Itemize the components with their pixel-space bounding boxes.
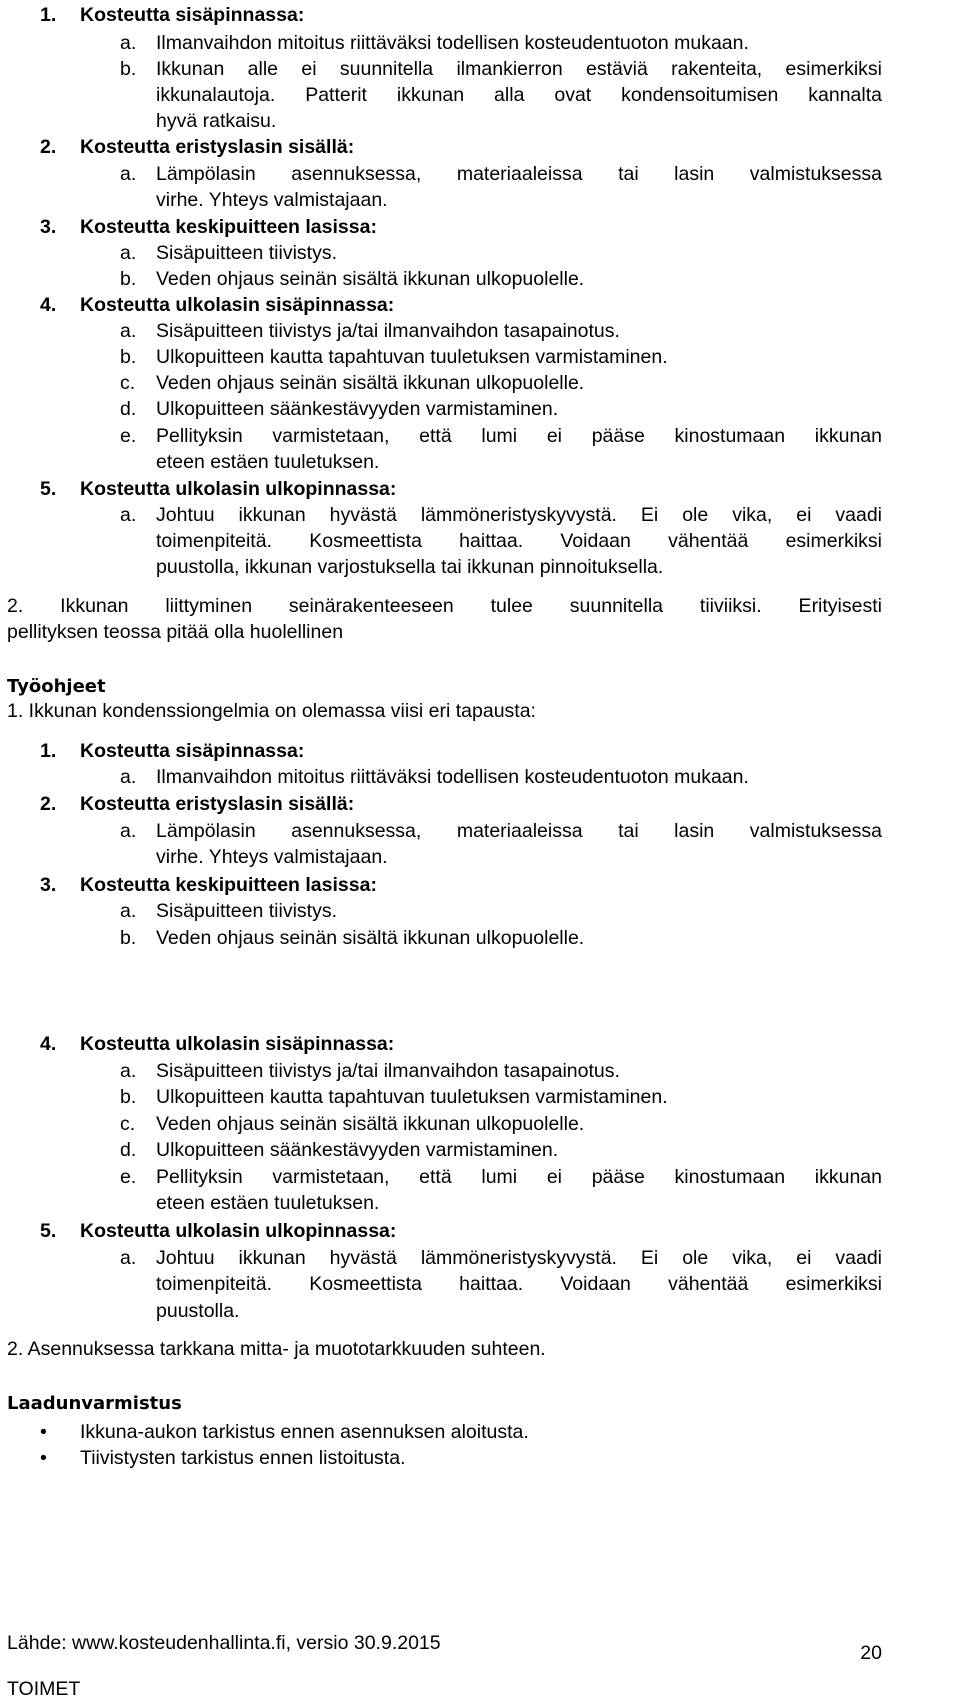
sub-list-item [120,1058,882,1084]
sub-list-item [120,240,882,266]
page-number: 20 [860,1642,882,1664]
sub-list-item [120,423,882,449]
sub-list-item [120,1164,882,1190]
sub-list-text: Veden ohjaus seinän sisältä ikkunan ulkopuolelle. [156,1113,585,1135]
list-item-heading [40,872,377,898]
sub-list-text: Ulkopuitteen kautta tapahtuvan tuuletuksen varmistaminen. [156,1086,668,1108]
list-item-heading [40,214,377,240]
sub-list-letter: a. [120,504,137,526]
list-item-heading [40,134,354,160]
sub-list-item [120,925,882,951]
list-heading: Kosteutta keskipuitteen lasissa: [80,216,377,238]
sub-list-item [120,344,882,370]
sub-list-text: Sisäpuitteen tiivistys. [156,900,337,922]
sub-list-item [120,396,882,422]
list-heading: Kosteutta eristyslasin sisällä: [80,793,355,815]
sub-list-continuation: hyvä ratkaisu. [156,110,277,132]
sub-list-text: Johtuu ikkunan hyvästä lämmöneristyskyvystä. Ei ole vika, ei vaadi [156,1247,882,1269]
sub-list-letter: a. [120,1247,137,1269]
sub-list-continuation: toimenpiteitä. Kosmeettista haittaa. Voidaan vähentää esimerkiksi [156,1273,882,1295]
list-number: 1. [40,740,57,762]
sub-list-continuation: virhe. Yhteys valmistajaan. [156,189,388,211]
sub-list-item [120,370,882,396]
sub-list-letter: e. [120,1166,137,1188]
list-heading: Kosteutta keskipuitteen lasissa: [80,874,377,896]
sub-list-item [120,1137,882,1163]
list-item-heading [40,1218,396,1244]
paragraph: 1. Ikkunan kondenssiongelmia on olemassa viisi eri tapausta: [7,700,536,722]
sub-list-text: Lämpölasin asennuksessa, materiaaleissa tai lasin valmistuksessa [156,820,882,842]
sub-list-letter: d. [120,1139,137,1161]
list-number: 2. [40,136,57,158]
sub-list-text: Ulkopuitteen säänkestävyyden varmistaminen. [156,1139,559,1161]
sub-list-item [120,56,882,82]
sub-list-letter: c. [120,372,136,394]
sub-list-letter: a. [120,242,137,264]
sub-list-letter: a. [120,320,137,342]
list-item-heading [40,292,394,318]
sub-list-item [120,266,882,292]
list-heading: Kosteutta eristyslasin sisällä: [80,136,355,158]
sub-list-continuation: puustolla, ikkunan varjostuksella tai ikkunan pinnoituksella. [156,556,664,578]
list-item-heading [40,738,304,764]
sub-list-letter: b. [120,58,137,80]
list-heading: Kosteutta ulkolasin sisäpinnassa: [80,294,395,316]
list-number: 4. [40,1033,57,1055]
list-heading: Kosteutta ulkolasin ulkopinnassa: [80,478,397,500]
list-item-heading [40,476,396,502]
sub-list-letter: b. [120,1086,137,1108]
sub-list-item [120,161,882,187]
sub-list-text: Ulkopuitteen säänkestävyyden varmistaminen. [156,398,559,420]
list-number: 3. [40,874,57,896]
bullet-item [40,1419,529,1445]
sub-list-item [120,898,882,924]
section-heading-laadunvarmistus: Laadunvarmistus [7,1393,182,1414]
bullet-text: Ikkuna-aukon tarkistus ennen asennuksen aloitusta. [80,1421,529,1443]
footer-section: TOIMET [7,1678,81,1700]
sub-list-continuation: virhe. Yhteys valmistajaan. [156,846,388,868]
sub-list-item [120,764,882,790]
paragraph-continuation: pellityksen teossa pitää olla huolellinen [7,621,344,643]
bullet-dot: • [40,1447,47,1469]
sub-list-text: Ilmanvaihdon mitoitus riittäväksi todellisen kosteudentuoton mukaan. [156,32,749,54]
sub-list-text: Sisäpuitteen tiivistys ja/tai ilmanvaihdon tasapainotus. [156,1060,620,1082]
sub-list-letter: b. [120,268,137,290]
paragraph: 2. Ikkunan liittyminen seinärakenteeseen tulee suunnitella tiiviiksi. Erityisesti [7,595,882,617]
sub-list-letter: a. [120,900,137,922]
list-heading: Kosteutta sisäpinnassa: [80,4,305,26]
sub-list-letter: e. [120,425,137,447]
list-number: 1. [40,4,57,26]
paragraph: 2. Asennuksessa tarkkana mitta- ja muototarkkuuden suhteen. [7,1338,546,1360]
sub-list-letter: d. [120,398,137,420]
sub-list-continuation: eteen estäen tuuletuksen. [156,1192,380,1214]
sub-list-item [120,502,882,528]
list-heading: Kosteutta sisäpinnassa: [80,740,305,762]
sub-list-text: Pellityksin varmistetaan, että lumi ei pääse kinostumaan ikkunan [156,425,882,447]
sub-list-text: Ilmanvaihdon mitoitus riittäväksi todellisen kosteudentuoton mukaan. [156,766,749,788]
sub-list-item [120,1245,882,1271]
sub-list-text: Veden ohjaus seinän sisältä ikkunan ulkopuolelle. [156,372,585,394]
bullet-text: Tiivistysten tarkistus ennen listoitusta. [80,1447,406,1469]
list-number: 2. [40,793,57,815]
list-item-heading [40,2,304,28]
sub-list-text: Sisäpuitteen tiivistys. [156,242,337,264]
sub-list-text: Lämpölasin asennuksessa, materiaaleissa tai lasin valmistuksessa [156,163,882,185]
sub-list-letter: b. [120,927,137,949]
section-heading-tyoohjeet: Työohjeet [7,676,106,697]
list-number: 4. [40,294,57,316]
sub-list-letter: a. [120,1060,137,1082]
sub-list-text: Johtuu ikkunan hyvästä lämmöneristyskyvystä. Ei ole vika, ei vaadi [156,504,882,526]
sub-list-text: Veden ohjaus seinän sisältä ikkunan ulkopuolelle. [156,927,585,949]
sub-list-text: Veden ohjaus seinän sisältä ikkunan ulkopuolelle. [156,268,585,290]
sub-list-letter: a. [120,820,137,842]
sub-list-text: Ikkunan alle ei suunnitella ilmankierron estäviä rakenteita, esimerkiksi [156,58,882,80]
sub-list-letter: c. [120,1113,136,1135]
list-heading: Kosteutta ulkolasin ulkopinnassa: [80,1220,397,1242]
list-item-heading [40,1031,394,1057]
sub-list-continuation: puustolla. [156,1300,240,1322]
list-heading: Kosteutta ulkolasin sisäpinnassa: [80,1033,395,1055]
sub-list-item [120,318,882,344]
sub-list-continuation: eteen estäen tuuletuksen. [156,451,380,473]
sub-list-item [120,30,882,56]
sub-list-letter: a. [120,163,137,185]
list-number: 5. [40,1220,57,1242]
sub-list-continuation: ikkunalautoja. Patterit ikkunan alla ovat kondensoitumisen kannalta [156,84,882,106]
sub-list-item [120,1111,882,1137]
list-number: 3. [40,216,57,238]
sub-list-text: Ulkopuitteen kautta tapahtuvan tuuletuksen varmistaminen. [156,346,668,368]
list-number: 5. [40,478,57,500]
footer-source: Lähde: www.kosteudenhallinta.fi, versio 30.9.2015 [7,1632,441,1654]
sub-list-letter: a. [120,32,137,54]
bullet-item [40,1445,406,1471]
sub-list-text: Pellityksin varmistetaan, että lumi ei pääse kinostumaan ikkunan [156,1166,882,1188]
sub-list-letter: b. [120,346,137,368]
bullet-dot: • [40,1421,47,1443]
sub-list-text: Sisäpuitteen tiivistys ja/tai ilmanvaihdon tasapainotus. [156,320,620,342]
list-item-heading [40,791,354,817]
sub-list-item [120,818,882,844]
sub-list-letter: a. [120,766,137,788]
sub-list-continuation: toimenpiteitä. Kosmeettista haittaa. Voidaan vähentää esimerkiksi [156,530,882,552]
sub-list-item [120,1084,882,1110]
